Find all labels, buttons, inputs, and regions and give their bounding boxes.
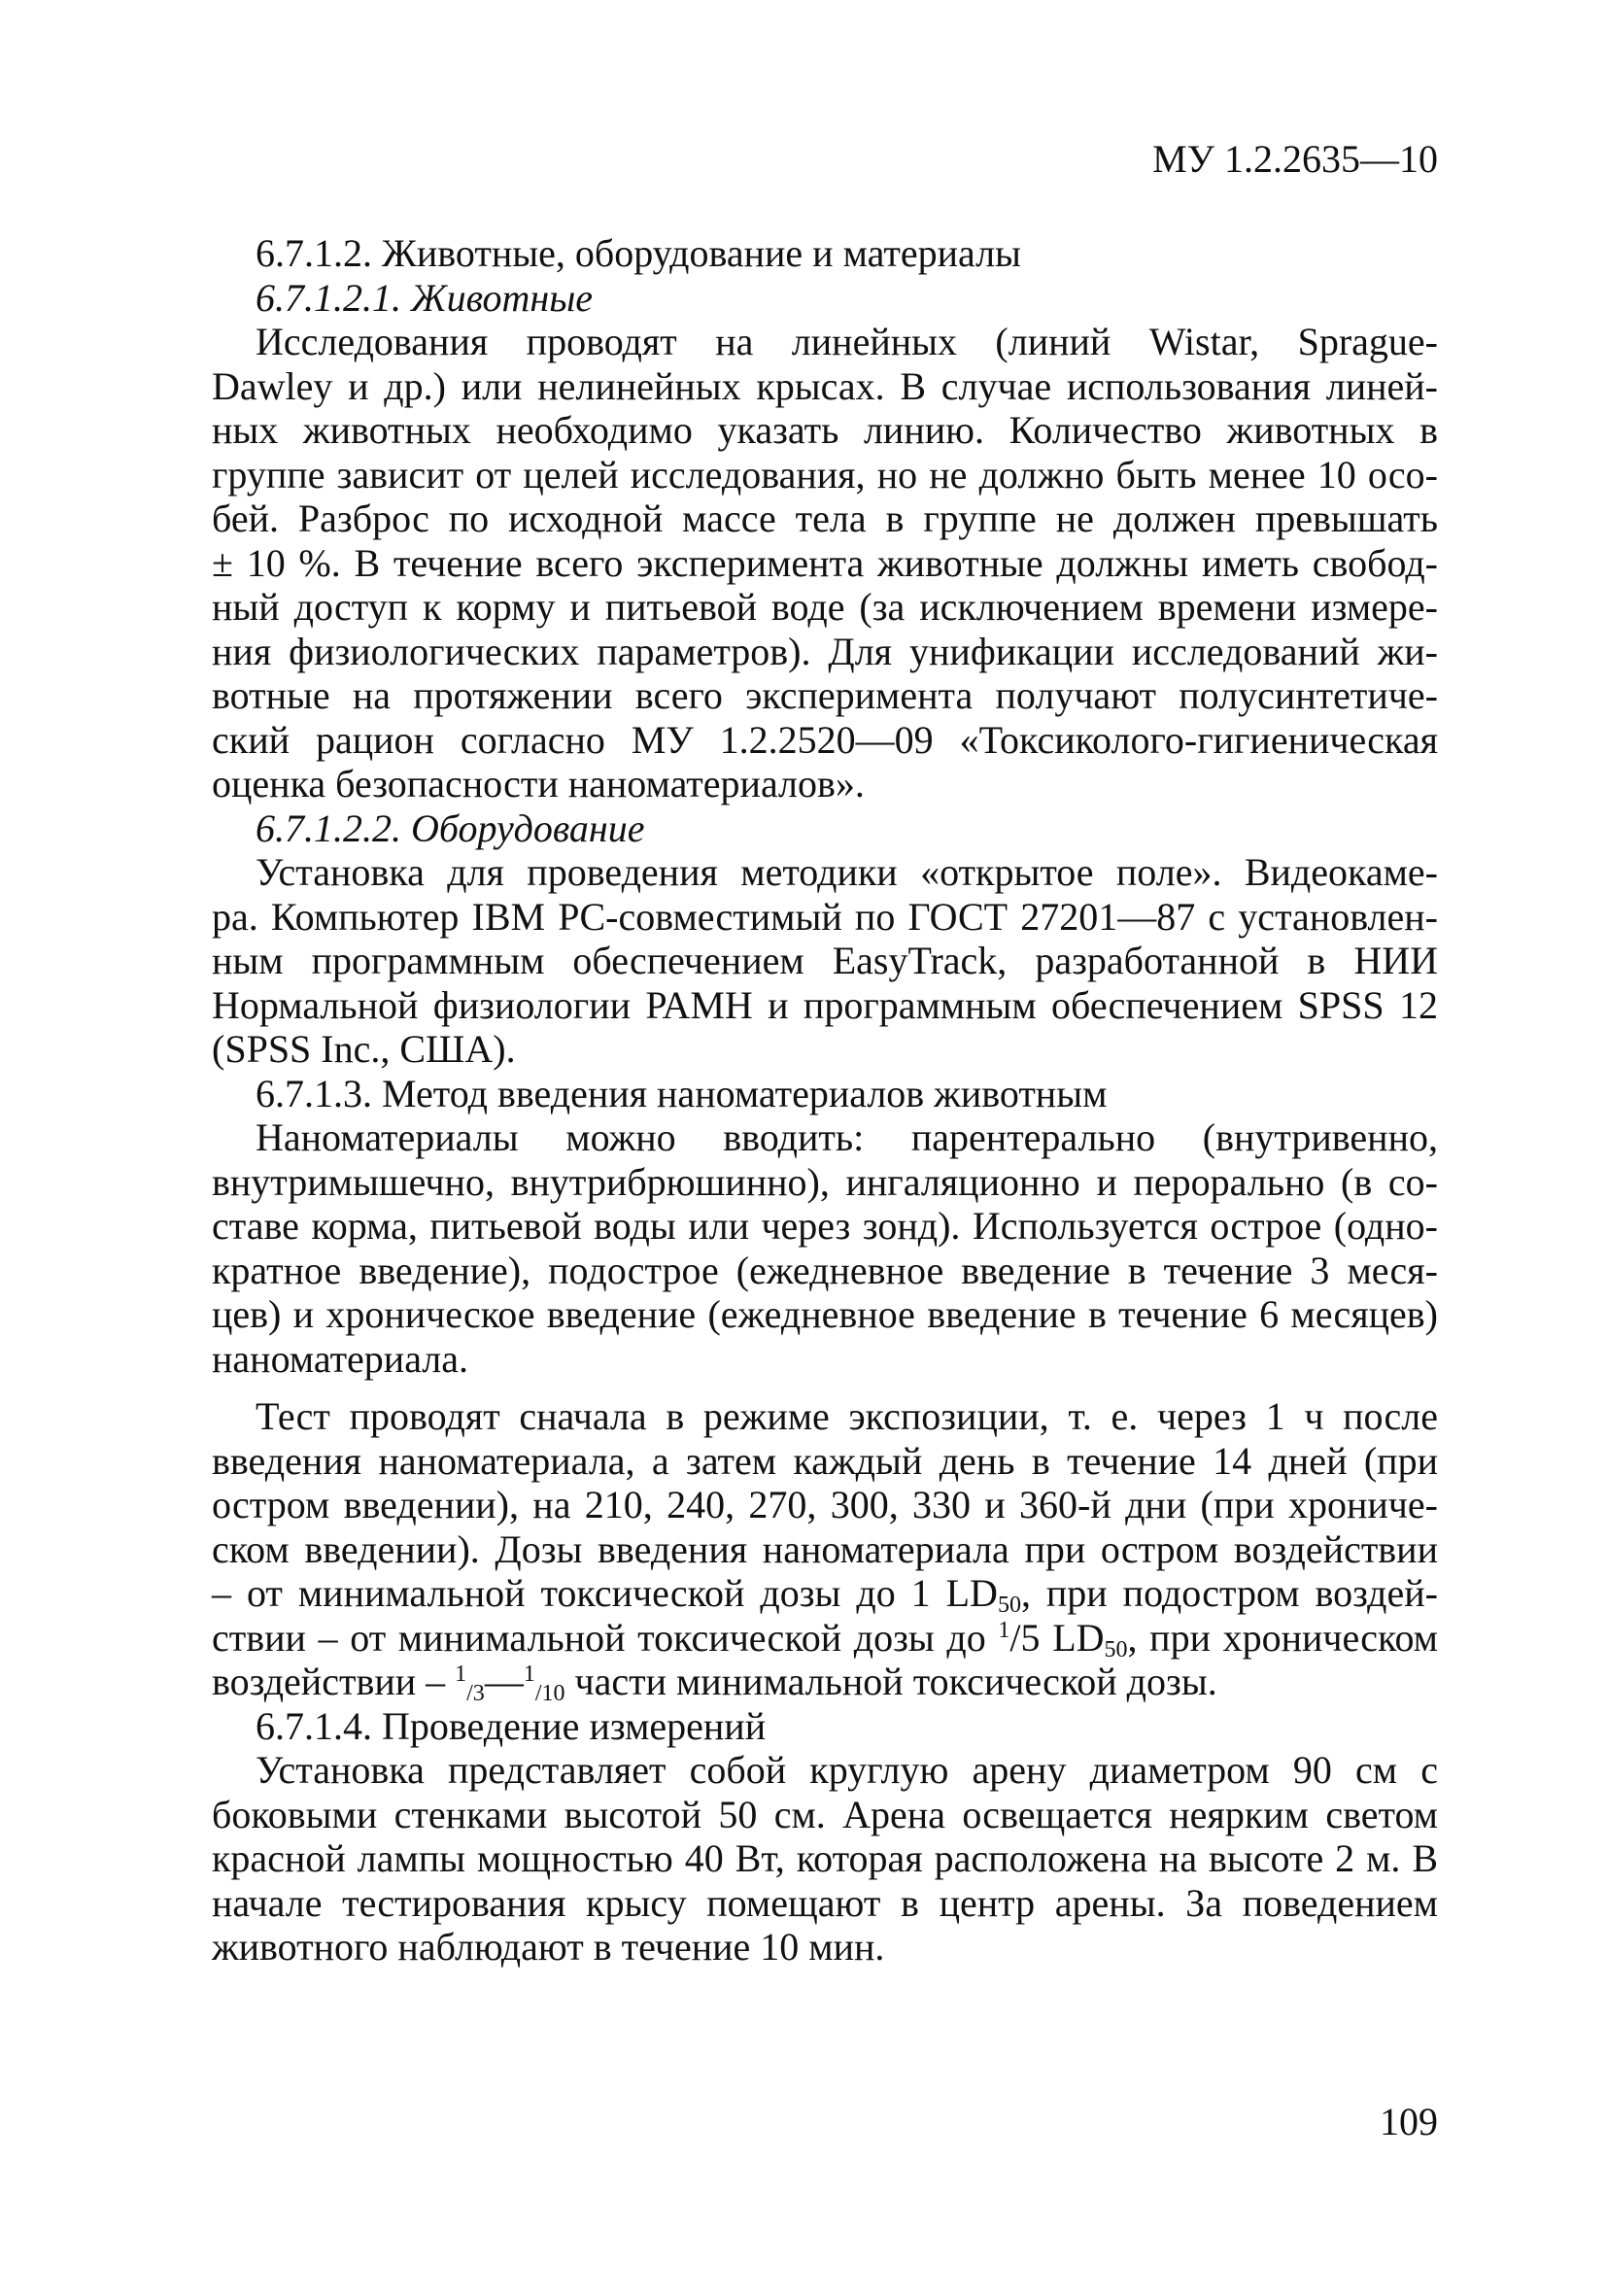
animals-line: ния физиологических параметров). Для унификации исследований жи- — [212, 629, 1438, 673]
ld-subscript: 50 — [997, 1593, 1021, 1618]
test-text: ствии – от минимальной токсической дозы до — [212, 1615, 999, 1660]
ld-subscript: 50 — [1104, 1636, 1128, 1662]
subsection-heading-method: 6.7.1.3. Метод введения наноматериалов животным — [256, 1071, 1108, 1115]
method-line: кратное введение), подострое (ежедневное введение в течение 3 меся- — [212, 1248, 1438, 1292]
fraction-numerator: 1 — [523, 1662, 535, 1687]
animals-line: вотные на протяжении всего эксперимента получают полусинтетиче- — [212, 673, 1438, 717]
subsection-heading-measurement: 6.7.1.4. Проведение измерений — [256, 1703, 767, 1748]
method-line: наноматериала. — [212, 1336, 469, 1381]
method-line: ставе корма, питьевой воды или через зонд). Используется острое (одно- — [212, 1204, 1438, 1248]
test-line: ском введении). Дозы введения наноматериала при остром воздействии — [212, 1526, 1438, 1571]
range-dash: — — [484, 1660, 524, 1703]
animals-line: ский рацион согласно МУ 1.2.2520—09 «Токсиколого-гигиеническая — [212, 717, 1438, 762]
test-line: Тест проводят сначала в режиме экспозиции, т. е. через 1 ч после — [256, 1394, 1438, 1438]
measurement-line: боковыми стенками высотой 50 см. Арена освещается неярким светом — [212, 1792, 1438, 1836]
equipment-line: Нормальной физиологии РАМН и программным обеспечением SPSS 12 — [212, 982, 1438, 1027]
animals-line: ных животных необходимо указать линию. Количество животных в — [212, 408, 1438, 452]
paragraph-gap — [212, 1381, 1438, 1394]
measurement-line: начале тестирования крысу помещают в центр арены. За поведением — [212, 1880, 1438, 1925]
test-line: остром введении), на 210, 240, 270, 300, 330 и 360-й дни (при хрониче- — [212, 1483, 1438, 1526]
test-text: – от минимальной токсической дозы до 1 LD — [212, 1571, 998, 1615]
animals-line: ный доступ к корму и питьевой воде (за исключением времени измере- — [212, 585, 1438, 629]
method-line: цев) и хроническое введение (ежедневное введение в течение 6 месяцев) — [212, 1292, 1438, 1336]
test-line-ld50 — [212, 1571, 1438, 1616]
subsection-heading-animals: 6.7.1.2.1. Животные — [256, 275, 594, 320]
fraction-denominator: /3 — [466, 1681, 485, 1706]
test-text: LD — [1040, 1615, 1105, 1660]
fraction-numerator: 1 — [998, 1617, 1010, 1643]
method-line: внутримышечно, внутрибрюшинно), ингаляционно и перорально (в со- — [212, 1159, 1438, 1204]
animals-line: Исследования проводят на линейных (линий Wistar, Sprague- — [256, 320, 1438, 363]
test-text: , при хроническом — [1127, 1615, 1438, 1660]
fraction-denominator: /5 — [1009, 1615, 1041, 1660]
equipment-line: ным программным обеспечением EasyTrack, разработанной в НИИ — [212, 939, 1438, 982]
test-text: части минимальной токсической дозы. — [564, 1660, 1217, 1703]
animals-line: бей. Разброс по исходной массе тела в группе не должен превышать — [212, 497, 1438, 540]
animals-line: ± 10 %. В течение всего эксперимента животные должны иметь свобод- — [212, 540, 1438, 585]
equipment-line: Установка для проведения методики «открытое поле». Видеокаме- — [256, 850, 1438, 894]
running-head-doc-code: МУ 1.2.2635—10 — [1152, 137, 1438, 181]
measurement-line: животного наблюдают в течение 10 мин. — [212, 1925, 885, 1969]
fraction-numerator: 1 — [455, 1662, 467, 1687]
test-line-fraction-range — [212, 1660, 1438, 1704]
test-line-fraction — [212, 1616, 1438, 1661]
fraction-denominator: /10 — [534, 1681, 565, 1706]
test-text: воздействии – — [212, 1660, 456, 1703]
section-heading: 6.7.1.2. Животные, оборудование и материалы — [256, 231, 1021, 275]
animals-line: группе зависит от целей исследования, но не должно быть менее 10 осо- — [212, 452, 1438, 497]
body-text — [212, 231, 1438, 1970]
animals-line: Dawley и др.) или нелинейных крысах. В случае использования линей- — [212, 363, 1438, 408]
subsection-heading-equipment: 6.7.1.2.2. Оборудование — [256, 805, 645, 850]
measurement-line: Установка представляет собой круглую арену диаметром 90 см с — [256, 1748, 1438, 1792]
test-text: , при подостром воздей- — [1020, 1571, 1438, 1615]
method-line: Наноматериалы можно вводить: парентерально (внутривенно, — [256, 1115, 1438, 1159]
equipment-line: (SPSS Inc., США). — [212, 1027, 516, 1071]
equipment-line: ра. Компьютер IBM PC-совместимый по ГОСТ 27201—87 с установлен- — [212, 894, 1438, 939]
page-number: 109 — [1380, 2100, 1438, 2143]
animals-line: оценка безопасности наноматериалов». — [212, 762, 865, 805]
test-line: введения наноматериала, а затем каждый день в течение 14 дней (при — [212, 1438, 1438, 1483]
measurement-line: красной лампы мощностью 40 Вт, которая расположена на высоте 2 м. В — [212, 1836, 1438, 1880]
